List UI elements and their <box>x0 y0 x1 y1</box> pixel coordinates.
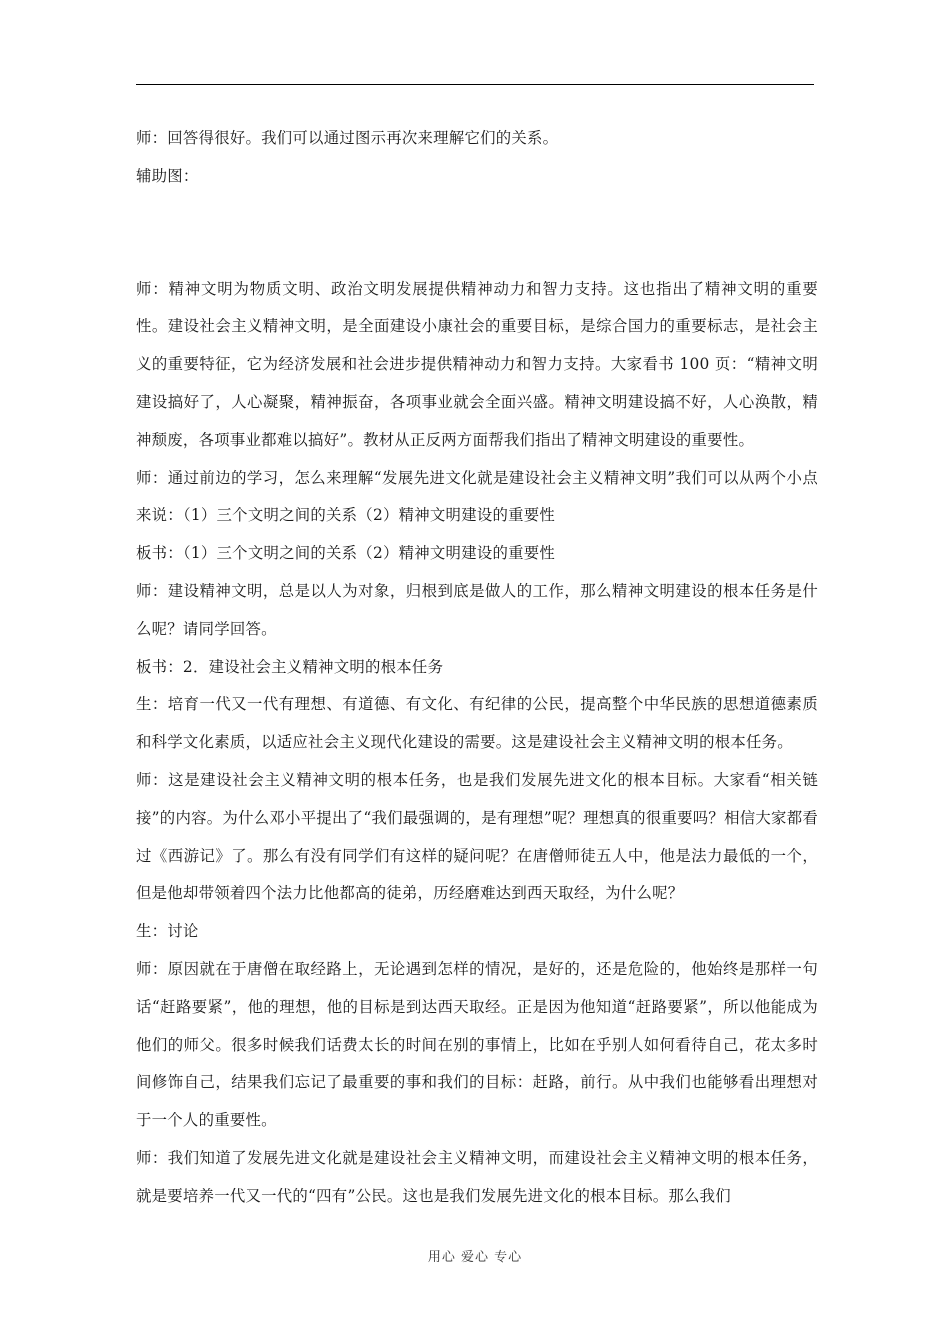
document-body <box>136 120 818 1216</box>
paragraph-tang-monk-ideal: 师：原因就在于唐僧在取经路上，无论遇到怎样的情况，是好的，还是危险的，他始终是那样一句话“赶路要紧”，他的理想，他的目标是到达西天取经。正是因为他知道“赶路要紧”，所以他能成为他们的师父。很多时候我们话费太长的时间在别的事情上，比如在乎别人如何看待自己，花太多时间修饰自己，结果我们忘记了最重要的事和我们的目标：赶路，前行。从中我们也能够看出理想对于一个人的重要性。 <box>136 959 818 1130</box>
paragraph-ideals-journey-west: 师：这是建设社会主义精神文明的根本任务，也是我们发展先进文化的根本目标。大家看“相关链接”的内容。为什么邓小平提出了“我们最强调的，是有理想”呢？理想真的很重要吗？相信大家都看过《西游记》了。那么有没有同学们有这样的疑问呢？在唐僧师徒五人中，他是法力最低的一个，但是他却带领着四个法力比他都高的徒弟，历经磨难达到西天取经，为什么呢？ <box>136 770 818 903</box>
paragraph-blackboard-three-civilizations: 板书：（1）三个文明之间的关系（2）精神文明建设的重要性 <box>136 544 556 563</box>
paragraph-blackboard-fundamental-task: 板书：2．建设社会主义精神文明的根本任务 <box>136 657 444 676</box>
paragraph-understanding-advanced-culture: 师：通过前边的学习，怎么来理解“发展先进文化就是建设社会主义精神文明”我们可以从两个小点来说：（1）三个文明之间的关系（2）精神文明建设的重要性 <box>136 468 818 525</box>
paragraph-four-haves-citizens: 师：我们知道了发展先进文化就是建设社会主义精神文明，而建设社会主义精神文明的根本任务，就是要培养一代又一代的“四有”公民。这也是我们发展先进文化的根本目标。那么我们 <box>136 1148 818 1205</box>
paragraph-student-answer: 生：培育一代又一代有理想、有道德、有文化、有纪律的公民，提高整个中华民族的思想道德素质和科学文化素质，以适应社会主义现代化建设的需要。这是建设社会主义精神文明的根本任务。 <box>136 695 818 752</box>
header-rule <box>136 84 814 85</box>
page-footer: 用心 爱心 专心 <box>427 1250 523 1265</box>
paragraph-teacher-answer-praise: 师：回答得很好。我们可以通过图示再次来理解它们的关系。 <box>136 129 559 147</box>
paragraph-spiritual-civilization-importance: 师：精神文明为物质文明、政治文明发展提供精神动力和智力支持。这也指出了精神文明的重要性。建设社会主义精神文明，是全面建设小康社会的重要目标，是综合国力的重要标志，是社会主义的重要特征，它为经济发展和社会进步提供精神动力和智力支持。大家看书 100 页：“精神文明建设搞好了，人心凝聚，精神振奋，各项事业就会全面兴盛。精神文明建设搞不好，人心涣散，精神颓废，各项事业都难以搞好”。教材从正反两方面帮我们指出了精神文明建设的重要性。 <box>136 279 818 449</box>
paragraph-auxiliary-figure-label: 辅助图： <box>136 166 199 185</box>
paragraph-fundamental-task-question: 师：建设精神文明，总是以人为对象，归根到底是做人的工作，那么精神文明建设的根本任务是什么呢？请同学回答。 <box>136 581 818 638</box>
paragraph-student-discussion: 生：讨论 <box>136 922 199 941</box>
